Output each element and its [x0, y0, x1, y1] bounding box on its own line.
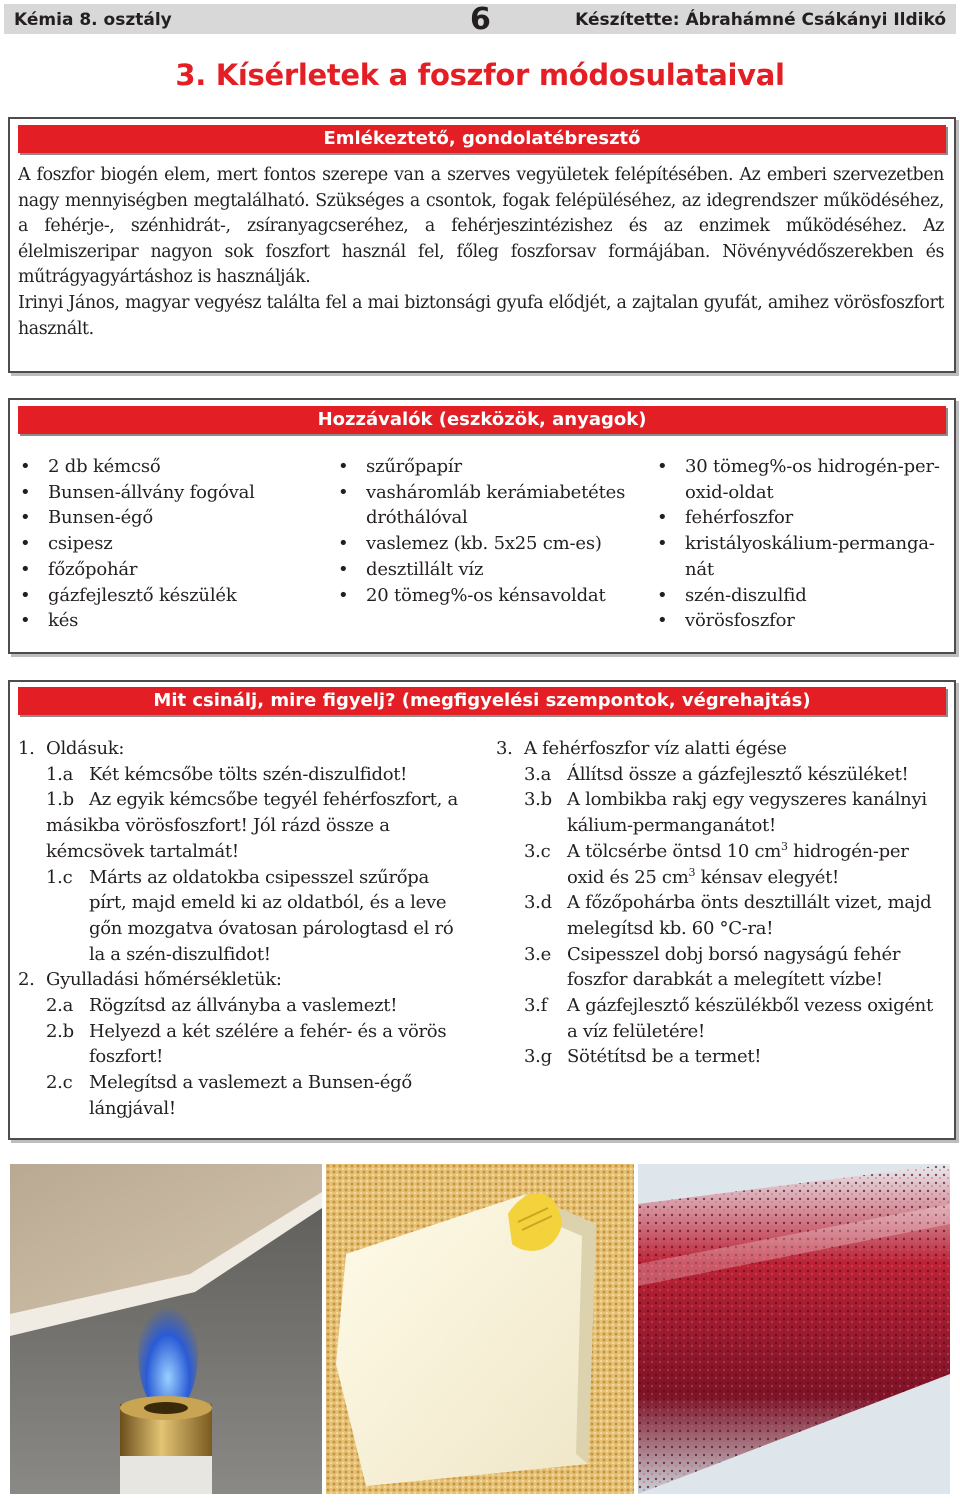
list-item: • csipesz — [20, 531, 320, 557]
list-item: • kés — [20, 608, 320, 634]
reminder-paragraph: A foszfor biogén elem, mert fontos szerepe van a szerves vegyületek felépítésében. Az emberi szervezetben nagy mennyiségben megtalálható. Szükséges a csontok, fogak felépüléséhez, az idegrendszer működéséhez, a fehérje-, szénhidrát-, zsíranyagcseréhez, a fehérjeszintézishez és az enzimek működéséhez. Az élelmiszeripar nagyon sok foszfort használ fel, főleg foszforsav formájában. Növényvédőszerekben és műtrágyagyártáshoz is használják. — [18, 165, 944, 288]
list-item: • Bunsen-égő — [20, 505, 320, 531]
step-text: Helyezd a két szélére a fehér- és a vörös foszfort! — [89, 1020, 447, 1068]
list-item: • vaslemez (kb. 5x25 cm-es) — [338, 531, 628, 557]
list-item: • gázfejlesztő készülék — [20, 583, 320, 609]
ingredients-col-2 — [338, 454, 628, 608]
step-text: Két kémcsőbe tölts szén-diszulfidot! — [89, 763, 408, 785]
step-3c — [496, 839, 948, 890]
list-item: • 2 db kémcső — [20, 454, 320, 480]
page-number: 6 — [470, 2, 491, 37]
step-1b — [18, 787, 468, 864]
step-number: 1.b — [46, 789, 74, 811]
step-number: 1.c — [46, 866, 73, 888]
step-number: 3.e — [524, 943, 551, 965]
step-3d — [496, 890, 948, 941]
list-item: • 30 tömeg%-os hidrogén-peroxid-oldat — [657, 454, 949, 505]
page-header — [4, 2, 956, 37]
step-2 — [18, 967, 468, 993]
step-number: 1.a — [46, 763, 74, 785]
step-3b — [496, 787, 948, 838]
list-item: • Bunsen-állvány fogóval — [20, 480, 320, 506]
reminder-text — [18, 163, 944, 342]
step-3 — [496, 736, 948, 762]
ingredients-col-3 — [657, 454, 949, 634]
header-author: Készítette: Ábrahámné Csákányi Ildikó — [575, 10, 946, 30]
step-1a — [18, 762, 468, 788]
step-number: 1. — [18, 738, 35, 759]
reminder-heading: Emlékeztető, gondolatébresztő — [18, 125, 946, 153]
step-text: A fehérfoszfor víz alatti égése — [524, 738, 787, 759]
superscript: 3 — [688, 865, 696, 879]
step-text: A lombikba rakj egy vegyszeres kanálnyi kálium-permanganátot! — [567, 789, 927, 837]
ingredients-box — [8, 398, 956, 654]
step-3e — [496, 942, 948, 993]
step-text: Márts az oldatokba csipesszel szűrőpa pírt, majd emeld ki az oldatból, és a leve gőn mozgatva óvatosan párologtasd el ró la a szén-diszulfidot! — [89, 866, 454, 965]
list-item: • kristályoskálium-permanganát — [657, 531, 949, 582]
step-text: Csipesszel dobj borsó nagyságú fehér foszfor darabkát a melegített vízbe! — [567, 943, 901, 991]
ingredients-heading: Hozzávalók (eszközök, anyagok) — [18, 406, 946, 434]
step-2b — [18, 1019, 468, 1070]
list-item: • fehérfoszfor — [657, 505, 949, 531]
step-text-part: hidrogén-per oxid és 25 cm — [567, 840, 909, 888]
step-2a — [18, 993, 468, 1019]
step-number: 2.b — [46, 1020, 74, 1042]
list-item: • desztillált víz — [338, 557, 628, 583]
photo-bunsen-burner — [10, 1164, 322, 1494]
header-subject: Kémia 8. osztály — [14, 10, 172, 30]
step-number: 3.b — [524, 789, 552, 811]
list-item: • szűrőpapír — [338, 454, 628, 480]
step-number: 3. — [496, 738, 513, 759]
procedure-col-left — [18, 736, 468, 1122]
step-text: Gyulladási hőmérsékletük: — [46, 969, 282, 991]
step-text: Állítsd össze a gázfejlesztő készüléket! — [567, 763, 909, 785]
reminder-box — [8, 117, 956, 373]
step-text-part: kénsav elegyét! — [695, 866, 839, 888]
photo-white-phosphorus — [326, 1164, 634, 1494]
step-text: Rögzítsd az állványba a vaslemezt! — [89, 995, 398, 1017]
reminder-paragraph: Irinyi János, magyar vegyész találta fel a mai biztonsági gyufa elődjét, a zajtalan gyufát, amihez vörösfoszfort használt. — [18, 292, 944, 339]
list-item: • szén-diszulfid — [657, 583, 949, 609]
step-text-part: A tölcsérbe öntsd 10 cm — [567, 840, 782, 862]
ingredients-col-1 — [20, 454, 320, 634]
step-text: A főzőpohárba önts desztillált vizet, majd melegítsd kb. 60 °C-ra! — [567, 892, 932, 939]
step-text — [567, 839, 948, 890]
step-3f — [496, 993, 948, 1044]
page-title: 3. Kísérletek a foszfor módosulataival — [175, 58, 785, 92]
step-body: Az egyik kémcsőbe tegyél fehérfoszfort, a másikba vörösfoszfort! Jól rázd össze a kémcsövek tartalmát! — [46, 789, 458, 862]
step-text: Oldásuk: — [46, 738, 125, 759]
step-number: 2. — [18, 969, 35, 991]
step-number: 2.a — [46, 995, 74, 1017]
step-text — [46, 787, 468, 864]
step-2c — [18, 1070, 468, 1121]
step-text: Sötétítsd be a termet! — [567, 1046, 762, 1068]
step-1c — [18, 865, 468, 968]
step-number: 2.c — [46, 1072, 73, 1094]
photo-red-phosphorus — [638, 1164, 950, 1494]
procedure-heading: Mit csinálj, mire figyelj? (megfigyelési szempontok, végrehajtás) — [18, 687, 946, 715]
procedure-col-right — [496, 736, 948, 1070]
step-number: 3.f — [524, 995, 547, 1017]
step-text: A gázfejlesztő készülékből vezess oxigént a víz felületére! — [567, 995, 933, 1042]
list-item: • főzőpohár — [20, 557, 320, 583]
list-item: • vörösfoszfor — [657, 608, 949, 634]
step-1 — [18, 736, 468, 762]
step-number: 3.d — [524, 892, 552, 914]
list-item: • 20 tömeg%-os kénsavoldat — [338, 583, 628, 609]
superscript: 3 — [781, 839, 788, 853]
step-number: 3.a — [524, 763, 552, 785]
procedure-box — [8, 680, 956, 1140]
list-item: • vasháromláb kerámiabetétes dróthálóval — [338, 480, 628, 531]
step-3a — [496, 762, 948, 788]
step-number: 3.c — [524, 840, 551, 862]
step-number: 3.g — [524, 1046, 552, 1068]
step-3g — [496, 1044, 948, 1070]
step-text: Melegítsd a vaslemezt a Bunsen-égő lángjával! — [89, 1072, 412, 1119]
